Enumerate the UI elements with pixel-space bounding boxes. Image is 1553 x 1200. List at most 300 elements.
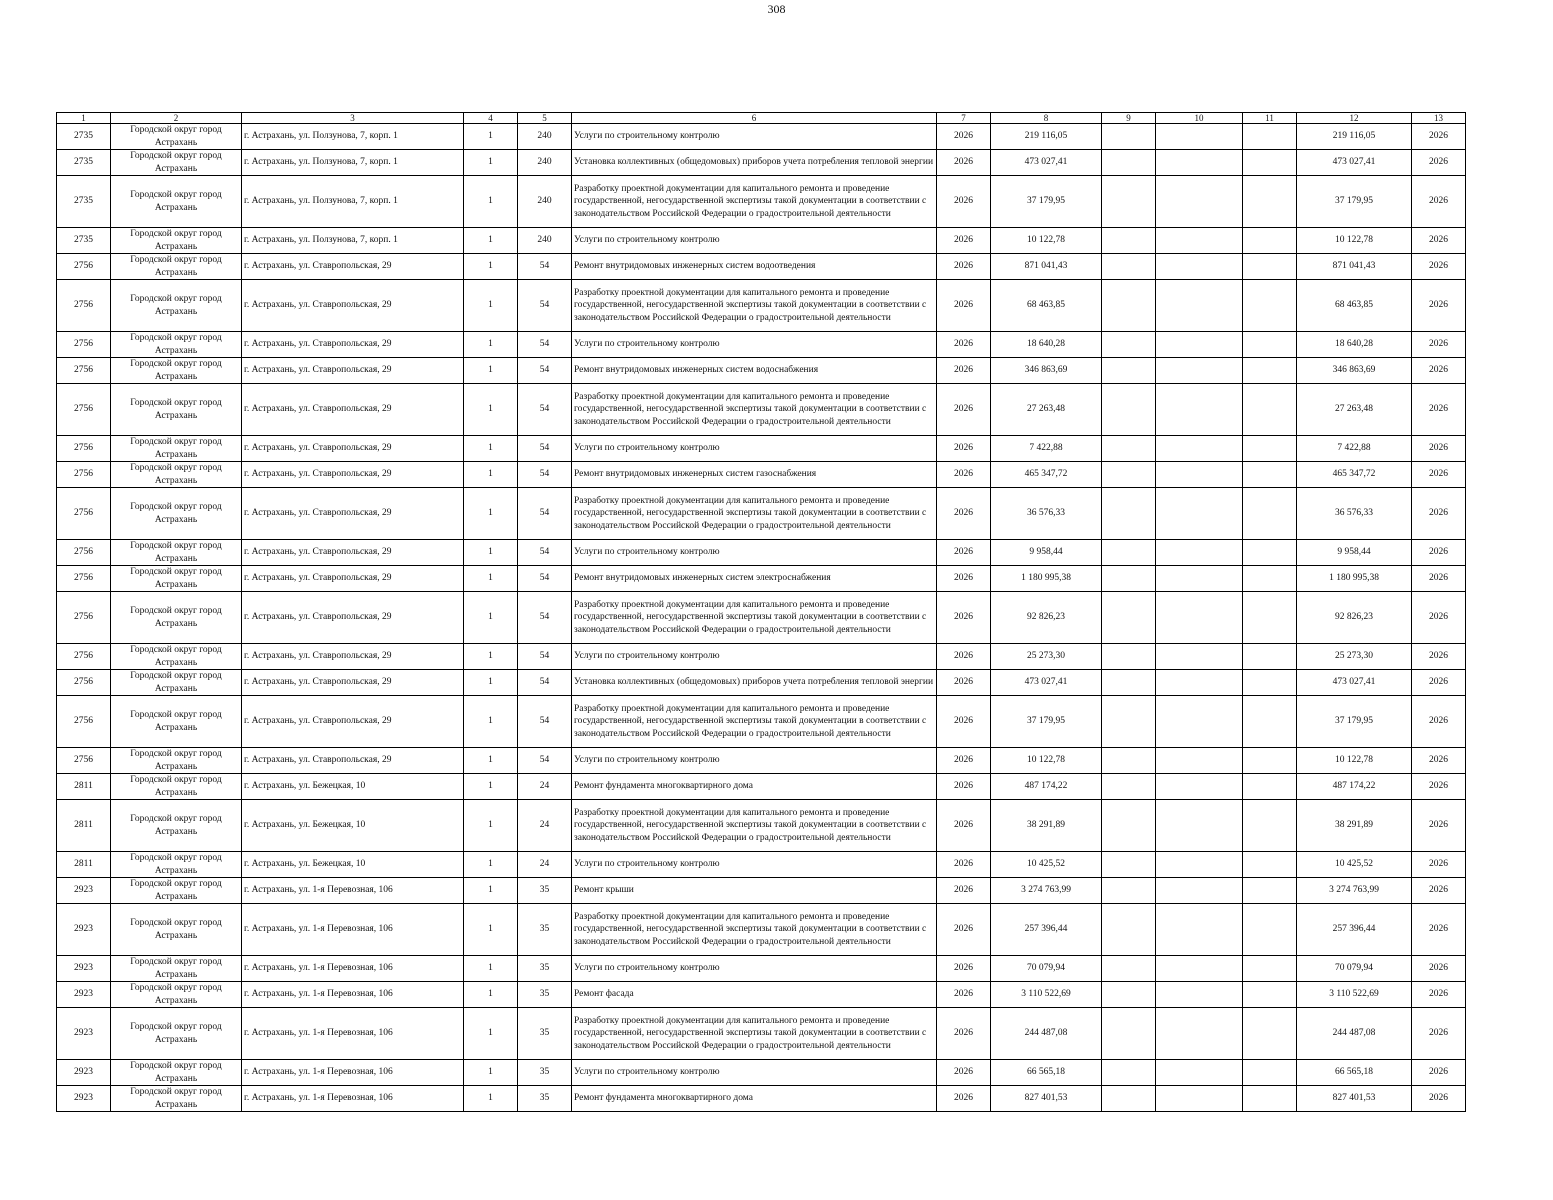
year-cell <box>937 904 991 956</box>
amount-cell-text: 244 487,08 <box>1024 1028 1068 1039</box>
row-id-cell <box>57 1086 111 1112</box>
work-type-cell-text: Услуги по строительному контролю <box>574 963 720 974</box>
empty-cell <box>1102 774 1156 800</box>
year-end-cell <box>1412 904 1466 956</box>
number-cell <box>518 358 572 384</box>
total-cell-text: 10 122,78 <box>1335 755 1373 766</box>
count-cell <box>464 124 518 150</box>
municipality-cell-text: Городской округ город Астрахань <box>130 294 222 317</box>
municipality-cell-text: Городской округ город Астрахань <box>130 125 222 148</box>
work-type-cell <box>572 774 937 800</box>
amount-cell <box>991 228 1102 254</box>
amount-cell-text: 10 122,78 <box>1027 235 1065 246</box>
address-cell-text: г. Астрахань, ул. 1-я Перевозная, 106 <box>244 963 393 974</box>
empty-cell <box>1243 982 1297 1008</box>
table-row <box>57 124 1466 150</box>
row-id-cell-text: 2923 <box>74 1093 93 1104</box>
empty-cell <box>1156 1086 1243 1112</box>
number-cell-text: 54 <box>539 508 550 519</box>
number-cell-text: 24 <box>539 820 550 831</box>
amount-cell-text: 10 122,78 <box>1027 755 1065 766</box>
year-cell <box>937 332 991 358</box>
total-cell <box>1297 774 1412 800</box>
row-id-cell <box>57 254 111 280</box>
total-cell-text: 219 116,05 <box>1332 131 1376 142</box>
row-id-cell-text: 2811 <box>74 820 93 831</box>
table-row <box>57 878 1466 904</box>
work-type-cell-text: Ремонт крыши <box>574 885 634 896</box>
column-header: 12 <box>1297 113 1412 124</box>
address-cell <box>242 124 464 150</box>
empty-cell <box>1156 254 1243 280</box>
total-cell <box>1297 176 1412 228</box>
amount-cell-text: 10 425,52 <box>1027 859 1065 870</box>
amount-cell-text: 487 174,22 <box>1024 781 1068 792</box>
amount-cell-text: 92 826,23 <box>1027 612 1065 623</box>
work-type-cell <box>572 904 937 956</box>
address-cell <box>242 488 464 540</box>
amount-cell-text: 25 273,30 <box>1027 651 1065 662</box>
table-row <box>57 332 1466 358</box>
amount-cell <box>991 670 1102 696</box>
empty-cell <box>1156 150 1243 176</box>
empty-cell <box>1102 150 1156 176</box>
row-id-cell <box>57 280 111 332</box>
address-cell-text: г. Астрахань, ул. 1-я Перевозная, 106 <box>244 989 393 1000</box>
amount-cell <box>991 254 1102 280</box>
empty-cell <box>1243 774 1297 800</box>
total-cell <box>1297 254 1412 280</box>
empty-cell <box>1243 878 1297 904</box>
empty-cell <box>1243 254 1297 280</box>
empty-cell <box>1156 904 1243 956</box>
work-type-cell-text: Услуги по строительному контролю <box>574 755 720 766</box>
year-cell <box>937 254 991 280</box>
row-id-cell-text: 2735 <box>74 157 93 168</box>
row-id-cell <box>57 696 111 748</box>
number-cell <box>518 592 572 644</box>
address-cell-text: г. Астрахань, ул. Ползунова, 7, корп. 1 <box>244 131 398 142</box>
table-row <box>57 254 1466 280</box>
empty-cell <box>1243 1086 1297 1112</box>
row-id-cell-text: 2756 <box>74 547 93 558</box>
row-id-cell-text: 2756 <box>74 612 93 623</box>
column-number-row <box>57 113 1466 124</box>
year-cell <box>937 852 991 878</box>
address-cell <box>242 670 464 696</box>
address-cell-text: г. Астрахань, ул. Ставропольская, 29 <box>244 547 392 558</box>
table-row <box>57 592 1466 644</box>
row-id-cell <box>57 982 111 1008</box>
number-cell-text: 54 <box>539 755 550 766</box>
row-id-cell <box>57 774 111 800</box>
row-id-cell-text: 2756 <box>74 261 93 272</box>
year-end-cell-text: 2026 <box>1429 443 1448 454</box>
municipality-cell-text: Городской округ город Астрахань <box>130 645 222 668</box>
table-row <box>57 488 1466 540</box>
total-cell-text: 487 174,22 <box>1332 781 1376 792</box>
count-cell-text: 1 <box>488 404 493 415</box>
empty-cell <box>1156 982 1243 1008</box>
work-type-cell <box>572 592 937 644</box>
address-cell <box>242 696 464 748</box>
year-end-cell-text: 2026 <box>1429 963 1448 974</box>
amount-cell-text: 70 079,94 <box>1027 963 1065 974</box>
municipality-cell <box>111 878 242 904</box>
amount-cell-text: 473 027,41 <box>1024 677 1068 688</box>
year-end-cell-text: 2026 <box>1429 1028 1448 1039</box>
row-id-cell <box>57 384 111 436</box>
year-end-cell-text: 2026 <box>1429 716 1448 727</box>
number-cell-text: 54 <box>539 677 550 688</box>
municipality-cell-text: Городской округ город Астрахань <box>130 541 222 564</box>
count-cell-text: 1 <box>488 443 493 454</box>
total-cell <box>1297 358 1412 384</box>
address-cell-text: г. Астрахань, ул. Ставропольская, 29 <box>244 365 392 376</box>
work-type-cell <box>572 540 937 566</box>
total-cell <box>1297 436 1412 462</box>
number-cell <box>518 670 572 696</box>
number-cell-text: 35 <box>539 885 550 896</box>
year-end-cell <box>1412 1060 1466 1086</box>
year-cell <box>937 1008 991 1060</box>
amount-cell <box>991 878 1102 904</box>
municipality-cell-text: Городской округ город Астрахань <box>130 255 222 278</box>
address-cell-text: г. Астрахань, ул. Бежецкая, 10 <box>244 781 366 792</box>
municipality-cell <box>111 982 242 1008</box>
work-type-cell <box>572 982 937 1008</box>
work-type-cell-text: Разработку проектной документации для капитального ремонта и проведение государственной, негосударственной экспертизы такой документации в соответствии с законодательством Российской Федерации о градостроительной деятельности <box>574 703 927 739</box>
municipality-cell <box>111 696 242 748</box>
number-cell-text: 35 <box>539 924 550 935</box>
total-cell-text: 10 122,78 <box>1335 235 1373 246</box>
municipality-cell <box>111 670 242 696</box>
count-cell <box>464 228 518 254</box>
row-id-cell <box>57 332 111 358</box>
number-cell <box>518 228 572 254</box>
row-id-cell <box>57 358 111 384</box>
table-row <box>57 774 1466 800</box>
total-cell <box>1297 670 1412 696</box>
municipality-cell <box>111 124 242 150</box>
municipality-cell-text: Городской округ город Астрахань <box>130 437 222 460</box>
amount-cell <box>991 1008 1102 1060</box>
total-cell <box>1297 540 1412 566</box>
work-type-cell <box>572 280 937 332</box>
work-type-cell <box>572 800 937 852</box>
empty-cell <box>1243 540 1297 566</box>
year-end-cell <box>1412 852 1466 878</box>
total-cell-text: 473 027,41 <box>1332 157 1376 168</box>
empty-cell <box>1156 644 1243 670</box>
municipality-cell <box>111 488 242 540</box>
column-header: 5 <box>518 113 572 124</box>
year-end-cell-text: 2026 <box>1429 196 1448 207</box>
empty-cell <box>1102 670 1156 696</box>
year-end-cell <box>1412 254 1466 280</box>
empty-cell <box>1243 228 1297 254</box>
row-id-cell <box>57 878 111 904</box>
total-cell <box>1297 124 1412 150</box>
empty-cell <box>1243 436 1297 462</box>
table-row <box>57 748 1466 774</box>
total-cell <box>1297 1008 1412 1060</box>
table-row <box>57 644 1466 670</box>
empty-cell <box>1102 228 1156 254</box>
year-cell-text: 2026 <box>954 612 973 623</box>
address-cell <box>242 176 464 228</box>
number-cell <box>518 488 572 540</box>
address-cell-text: г. Астрахань, ул. Ставропольская, 29 <box>244 300 392 311</box>
address-cell-text: г. Астрахань, ул. 1-я Перевозная, 106 <box>244 885 393 896</box>
table-row <box>57 956 1466 982</box>
year-end-cell <box>1412 436 1466 462</box>
empty-cell <box>1243 696 1297 748</box>
address-cell <box>242 878 464 904</box>
row-id-cell <box>57 488 111 540</box>
address-cell-text: г. Астрахань, ул. Ползунова, 7, корп. 1 <box>244 157 398 168</box>
year-cell-text: 2026 <box>954 820 973 831</box>
work-type-cell <box>572 332 937 358</box>
year-end-cell <box>1412 384 1466 436</box>
count-cell-text: 1 <box>488 469 493 480</box>
row-id-cell-text: 2923 <box>74 1028 93 1039</box>
year-cell-text: 2026 <box>954 885 973 896</box>
amount-cell-text: 27 263,48 <box>1027 404 1065 415</box>
municipality-cell <box>111 254 242 280</box>
year-end-cell <box>1412 488 1466 540</box>
year-cell <box>937 280 991 332</box>
empty-cell <box>1156 592 1243 644</box>
year-cell <box>937 956 991 982</box>
count-cell <box>464 1008 518 1060</box>
count-cell-text: 1 <box>488 1028 493 1039</box>
municipality-cell-text: Городской округ город Астрахань <box>130 918 222 941</box>
year-cell-text: 2026 <box>954 1028 973 1039</box>
work-type-cell <box>572 1060 937 1086</box>
count-cell <box>464 1086 518 1112</box>
total-cell-text: 9 958,44 <box>1337 547 1371 558</box>
amount-cell <box>991 462 1102 488</box>
year-end-cell-text: 2026 <box>1429 1067 1448 1078</box>
row-id-cell <box>57 1060 111 1086</box>
count-cell-text: 1 <box>488 573 493 584</box>
row-id-cell <box>57 800 111 852</box>
year-end-cell-text: 2026 <box>1429 885 1448 896</box>
year-cell-text: 2026 <box>954 469 973 480</box>
amount-cell <box>991 1086 1102 1112</box>
number-cell-text: 54 <box>539 404 550 415</box>
empty-cell <box>1102 982 1156 1008</box>
municipality-cell <box>111 956 242 982</box>
work-type-cell <box>572 358 937 384</box>
table-row <box>57 982 1466 1008</box>
municipality-cell-text: Городской округ город Астрахань <box>130 502 222 525</box>
total-cell <box>1297 956 1412 982</box>
count-cell-text: 1 <box>488 755 493 766</box>
count-cell <box>464 1060 518 1086</box>
municipality-cell <box>111 852 242 878</box>
count-cell <box>464 904 518 956</box>
work-type-cell <box>572 566 937 592</box>
row-id-cell <box>57 956 111 982</box>
total-cell <box>1297 592 1412 644</box>
year-cell-text: 2026 <box>954 924 973 935</box>
total-cell <box>1297 384 1412 436</box>
number-cell <box>518 800 572 852</box>
amount-cell <box>991 774 1102 800</box>
row-id-cell <box>57 644 111 670</box>
empty-cell <box>1102 696 1156 748</box>
municipality-cell <box>111 228 242 254</box>
number-cell <box>518 644 572 670</box>
empty-cell <box>1243 280 1297 332</box>
count-cell <box>464 644 518 670</box>
empty-cell <box>1102 384 1156 436</box>
column-header: 2 <box>111 113 242 124</box>
year-end-cell-text: 2026 <box>1429 469 1448 480</box>
year-end-cell-text: 2026 <box>1429 508 1448 519</box>
number-cell <box>518 124 572 150</box>
empty-cell <box>1243 488 1297 540</box>
year-end-cell <box>1412 956 1466 982</box>
empty-cell <box>1102 280 1156 332</box>
municipality-cell-text: Городской округ город Астрахань <box>130 333 222 356</box>
municipality-cell <box>111 1060 242 1086</box>
year-cell-text: 2026 <box>954 235 973 246</box>
number-cell-text: 54 <box>539 261 550 272</box>
count-cell <box>464 566 518 592</box>
address-cell <box>242 280 464 332</box>
work-type-cell-text: Разработку проектной документации для капитального ремонта и проведение государственной, негосударственной экспертизы такой документации в соответствии с законодательством Российской Федерации о градостроительной деятельности <box>574 807 927 843</box>
number-cell-text: 24 <box>539 859 550 870</box>
year-end-cell-text: 2026 <box>1429 989 1448 1000</box>
count-cell-text: 1 <box>488 651 493 662</box>
address-cell <box>242 384 464 436</box>
row-id-cell-text: 2735 <box>74 235 93 246</box>
municipality-cell <box>111 436 242 462</box>
number-cell-text: 240 <box>537 157 552 168</box>
row-id-cell-text: 2756 <box>74 339 93 350</box>
work-type-cell-text: Установка коллективных (общедомовых) приборов учета потребления тепловой энергии <box>574 677 934 688</box>
year-cell-text: 2026 <box>954 443 973 454</box>
count-cell-text: 1 <box>488 300 493 311</box>
empty-cell <box>1156 670 1243 696</box>
count-cell-text: 1 <box>488 963 493 974</box>
year-cell <box>937 462 991 488</box>
year-cell-text: 2026 <box>954 547 973 558</box>
number-cell <box>518 1008 572 1060</box>
count-cell-text: 1 <box>488 339 493 350</box>
year-cell-text: 2026 <box>954 300 973 311</box>
work-type-cell-text: Услуги по строительному контролю <box>574 131 720 142</box>
address-cell <box>242 748 464 774</box>
address-cell <box>242 332 464 358</box>
year-end-cell <box>1412 774 1466 800</box>
total-cell-text: 25 273,30 <box>1335 651 1373 662</box>
row-id-cell <box>57 462 111 488</box>
number-cell <box>518 1060 572 1086</box>
row-id-cell-text: 2735 <box>74 196 93 207</box>
empty-cell <box>1243 956 1297 982</box>
work-type-cell-text: Разработку проектной документации для капитального ремонта и проведение государственной, негосударственной экспертизы такой документации в соответствии с законодательством Российской Федерации о градостроительной деятельности <box>574 183 927 219</box>
empty-cell <box>1156 696 1243 748</box>
amount-cell <box>991 904 1102 956</box>
amount-cell-text: 871 041,43 <box>1024 261 1068 272</box>
year-cell-text: 2026 <box>954 1093 973 1104</box>
number-cell-text: 54 <box>539 443 550 454</box>
empty-cell <box>1102 592 1156 644</box>
count-cell-text: 1 <box>488 1067 493 1078</box>
total-cell-text: 36 576,33 <box>1335 508 1373 519</box>
capital-repair-table <box>56 112 1466 1112</box>
number-cell-text: 35 <box>539 1067 550 1078</box>
work-type-cell <box>572 228 937 254</box>
address-cell-text: г. Астрахань, ул. Ставропольская, 29 <box>244 716 392 727</box>
address-cell-text: г. Астрахань, ул. Ставропольская, 29 <box>244 677 392 688</box>
amount-cell <box>991 332 1102 358</box>
empty-cell <box>1102 332 1156 358</box>
empty-cell <box>1156 176 1243 228</box>
number-cell-text: 54 <box>539 573 550 584</box>
total-cell-text: 3 110 522,69 <box>1329 989 1379 1000</box>
work-type-cell <box>572 488 937 540</box>
row-id-cell-text: 2756 <box>74 365 93 376</box>
empty-cell <box>1102 644 1156 670</box>
year-cell <box>937 1060 991 1086</box>
row-id-cell-text: 2735 <box>74 131 93 142</box>
amount-cell <box>991 696 1102 748</box>
year-end-cell-text: 2026 <box>1429 261 1448 272</box>
number-cell-text: 35 <box>539 1028 550 1039</box>
year-cell-text: 2026 <box>954 261 973 272</box>
municipality-cell-text: Городской округ город Астрахань <box>130 775 222 798</box>
municipality-cell <box>111 358 242 384</box>
count-cell <box>464 462 518 488</box>
empty-cell <box>1156 956 1243 982</box>
total-cell-text: 827 401,53 <box>1332 1093 1376 1104</box>
work-type-cell <box>572 462 937 488</box>
address-cell <box>242 436 464 462</box>
work-type-cell <box>572 644 937 670</box>
empty-cell <box>1102 540 1156 566</box>
count-cell-text: 1 <box>488 781 493 792</box>
year-end-cell <box>1412 878 1466 904</box>
table-body <box>57 113 1466 1112</box>
municipality-cell-text: Городской округ город Астрахань <box>130 814 222 837</box>
column-header: 9 <box>1102 113 1156 124</box>
year-cell-text: 2026 <box>954 963 973 974</box>
municipality-cell-text: Городской округ город Астрахань <box>130 359 222 382</box>
row-id-cell-text: 2811 <box>74 859 93 870</box>
row-id-cell-text: 2756 <box>74 755 93 766</box>
number-cell-text: 54 <box>539 469 550 480</box>
total-cell-text: 27 263,48 <box>1335 404 1373 415</box>
count-cell <box>464 696 518 748</box>
column-header: 3 <box>242 113 464 124</box>
municipality-cell-text: Городской округ город Астрахань <box>130 567 222 590</box>
count-cell <box>464 540 518 566</box>
count-cell <box>464 436 518 462</box>
address-cell-text: г. Астрахань, ул. Бежецкая, 10 <box>244 820 366 831</box>
work-type-cell-text: Услуги по строительному контролю <box>574 235 720 246</box>
empty-cell <box>1243 800 1297 852</box>
work-type-cell-text: Ремонт фундамента многоквартирного дома <box>574 1093 753 1104</box>
row-id-cell-text: 2756 <box>74 404 93 415</box>
row-id-cell-text: 2756 <box>74 677 93 688</box>
municipality-cell <box>111 462 242 488</box>
number-cell-text: 240 <box>537 235 552 246</box>
